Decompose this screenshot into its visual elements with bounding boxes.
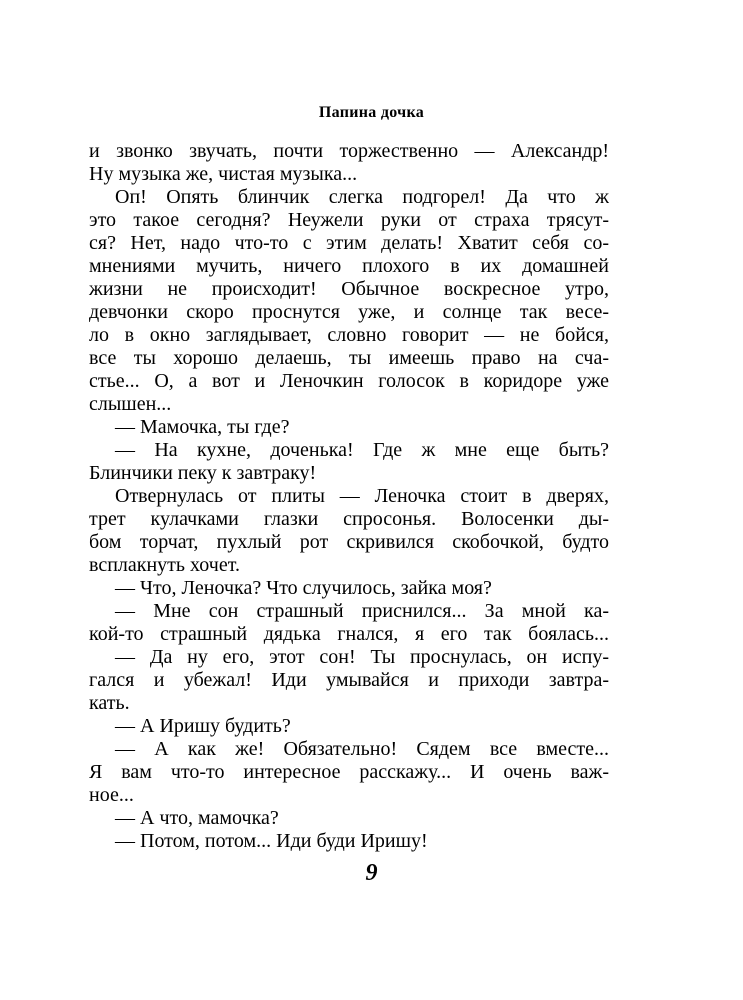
text-line: все ты хорошо делаешь, ты имеешь право на сча-: [89, 347, 609, 369]
text-line: это такое сегодня? Неужели руки от страха трясут-: [89, 209, 609, 231]
text-line: Я вам что-то интересное расскажу... И очень важ-: [89, 761, 609, 783]
text-line: слышен...: [89, 393, 172, 415]
text-line: всплакнуть хочет.: [89, 554, 240, 576]
text-line: — Что, Леночка? Что случилось, зайка моя?: [115, 577, 492, 599]
text-line: гался и убежал! Иди умывайся и приходи завтра-: [89, 669, 609, 691]
body-text: [89, 140, 609, 853]
text-line: Отвернулась от плиты — Леночка стоит в дверях,: [115, 485, 609, 507]
running-head: Папина дочка: [318, 104, 425, 121]
text-line: стье... О, а вот и Леночкин голосок в коридоре уже: [89, 370, 609, 392]
text-line: мнениями мучить, ничего плохого в их домашней: [89, 255, 609, 277]
text-line: и звонко звучать, почти торжественно — Александр!: [89, 140, 609, 162]
text-line: — Мне сон страшный приснился... За мной ка-: [115, 600, 609, 622]
text-line: — Да ну его, этот сон! Ты проснулась, он испу-: [115, 646, 609, 668]
text-line: Оп! Опять блинчик слегка подгорел! Да что ж: [115, 186, 609, 208]
text-line: — А что, мамочка?: [115, 807, 279, 829]
text-line: кать.: [89, 692, 130, 714]
text-line: — На кухне, доченька! Где ж мне еще быть?: [115, 439, 609, 461]
text-line: ло в окно заглядывает, словно говорит — не бойся,: [89, 324, 609, 346]
text-line: — А Иришу будить?: [115, 715, 291, 737]
text-line: — Мамочка, ты где?: [115, 416, 290, 438]
text-line: Ну музыка же, чистая музыка...: [89, 163, 358, 185]
page-number: 9: [365, 860, 378, 886]
text-line: трет кулачками глазки спросонья. Волосенки ды-: [89, 508, 609, 530]
text-line: ное...: [89, 784, 134, 806]
text-line: ся? Нет, надо что-то с этим делать! Хватит себя со-: [89, 232, 609, 254]
text-line: Блинчики пеку к завтраку!: [89, 462, 317, 484]
text-line: жизни не происходит! Обычное воскресное утро,: [89, 278, 609, 300]
text-line: девчонки скоро проснутся уже, и солнце так весе-: [89, 301, 609, 323]
text-line: — А как же! Обязательно! Сядем все вместе...: [115, 738, 609, 760]
text-line: бом торчат, пухлый рот скривился скобочкой, будто: [89, 531, 609, 553]
text-line: кой-то страшный дядька гнался, я его так боялась...: [89, 623, 609, 645]
text-line: — Потом, потом... Иди буди Иришу!: [115, 830, 428, 852]
